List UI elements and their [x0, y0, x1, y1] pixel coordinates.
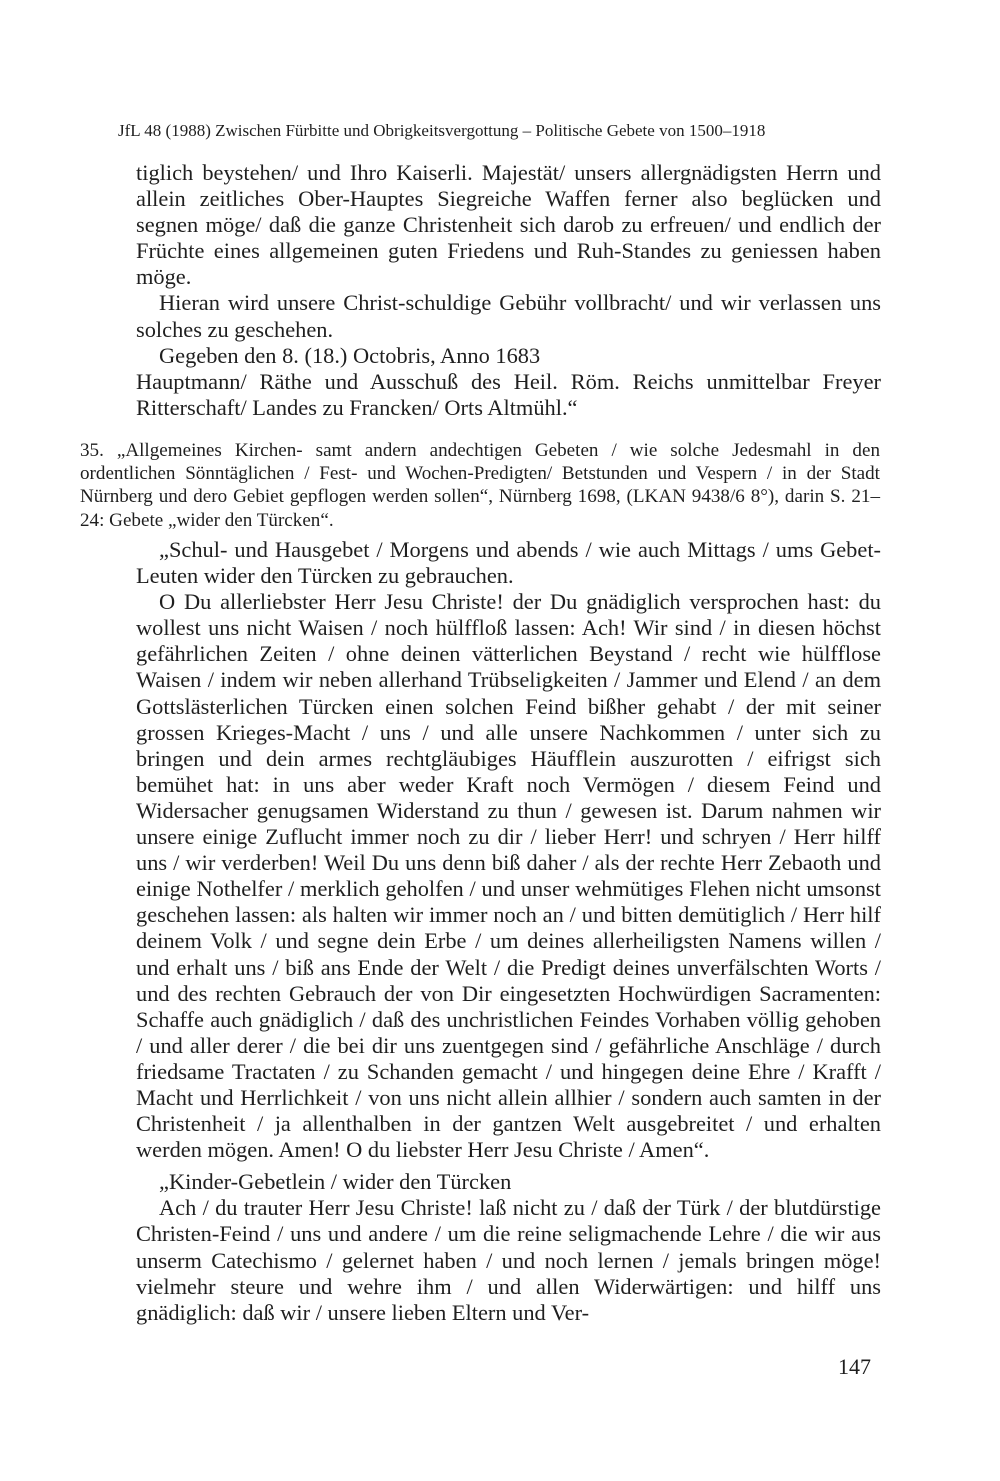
prayer-title: „Kinder-Gebetlein / wider den Türcken — [159, 1169, 512, 1195]
prayer-title: „Schul- und Hausgebet / Morgens und abends / wie auch Mittags / ums Gebet-Leuten wider den Türcken zu gebrauchen. — [136, 537, 881, 589]
prayer-block — [136, 537, 881, 1326]
footnote-text: 35. „Allgemeines Kirchen- samt andern andechtigen Gebeten / wie solche Jedesmahl in den ordentlichen Sönntäglichen / Fest- und Wochen-Predigten/ Betstunden und Vespern / in der Stadt Nürnberg und dero Gebiet gepflogen werden sollen“, Nürnberg 1698, (LKAN 9438/6 8°), darin S. 21–24: Gebete „wider den Türcken“. — [80, 440, 880, 531]
paragraph: tiglich beystehen/ und Ihro Kaiserli. Majestät/ unsers allergnädigsten Herrn und allein zeitliches Ober-Hauptes Siegreiche Waffen ferner also beglücken und segnen möge/ daß die ganze Christenheit sich darob zu erfreuen/ und endlich der Früchte eines allgemeinen guten Friedens und Ruh-Standes zu geniessen haben möge. — [136, 160, 881, 290]
page-number: 147 — [838, 1354, 871, 1379]
date-line: Gegeben den 8. (18.) Octobris, Anno 1683 — [159, 342, 541, 368]
signature-line: Hauptmann/ Räthe und Ausschuß des Heil. Röm. Reichs unmittelbar Freyer Ritterschaft/ Landes zu Francken/ Orts Altmühl.“ — [136, 368, 881, 420]
footnote-35 — [80, 439, 880, 532]
prayer-text: O Du allerliebster Herr Jesu Christe! der Du gnädiglich versprochen hast: du wollest uns nicht Waisen / noch hülffloß lassen: Ach! Wir sind / in diesen höchst gefährlichen Zeiten / ohne deinen vätterlichen Beystand / recht wie hülfflose Waisen / indem wir neben allerhand Trübseligkeiten / Jammer und Elend / an dem Gottslästerlichen Türcken einen solchen Feind bißher gehabt / der mit seiner grossen Krieges-Macht / uns / und alle unsere Nachkommen / unter sich zu bringen und dein armes rechtgläubiges Häufflein auszurotten / eifrigst sich bemühet hat: in uns aber weder Kraft noch Vermögen / diesem Feind und Widersacher genugsamen Widerstand zu thun / gewesen ist. Darum nahmen wir unsere einige Zuflucht immer noch zu dir / lieber Herr! und schryen / Herr hilff uns / wir verderben! Weil Du uns denn biß daher / als der rechte Herr Zebaoth und einige Nothelfer / merklich geholfen / und unser wehmütiges Flehen nicht umsonst geschehen lassen: als halten wir immer noch an / und bitten demütiglich / Herr hilf deinem Volk / und segne dein Erbe / um deines allerheiligsten Namens willen / und erhalt uns / biß ans Ende der Welt / die Predigt deines unverfälschten Worts / und des rechten Gebrauch der von Dir eingesetzten Hochwürdigen Sacramenten: Schaffe auch gnädiglich / daß des unchristlichen Feindes Vorhaben völlig gehoben / und aller derer / die bei dir uns zuentgegen sind / gefährliche Anschläge / durch friedsame Tractaten / zu Schanden gemacht / und hingegen deine Ehre / Krafft / Macht und Herrlichkeit / von uns nicht allein allhier / sondern auch samten in der Christenheit / ja allenthalben in der gantzen Welt ausgebreitet / und erhalten werden mögen. Amen! O du liebster Herr Jesu Christe / Amen“. — [136, 589, 881, 1163]
quoted-ordinance-block — [136, 160, 881, 421]
prayer-text: Ach / du trauter Herr Jesu Christe! laß nicht zu / daß der Türk / der blutdürstige Christen-Feind / uns und andere / um die reine seligmachende Lehre / die wir aus unserm Catechismo / gelernet haben / und noch lernen / jemals bringen möge! vielmehr steure und wehre ihm / und allen Widerwärtigen: und hilff uns gnädiglich: daß wir / unsere lieben Eltern und Ver- — [136, 1195, 881, 1325]
running-head: JfL 48 (1988) Zwischen Fürbitte und Obrigkeitsvergottung – Politische Gebete von 1500–1918 — [118, 121, 766, 140]
paragraph: Hieran wird unsere Christ-schuldige Gebühr vollbracht/ und wir verlassen uns solches zu geschehen. — [136, 290, 881, 342]
